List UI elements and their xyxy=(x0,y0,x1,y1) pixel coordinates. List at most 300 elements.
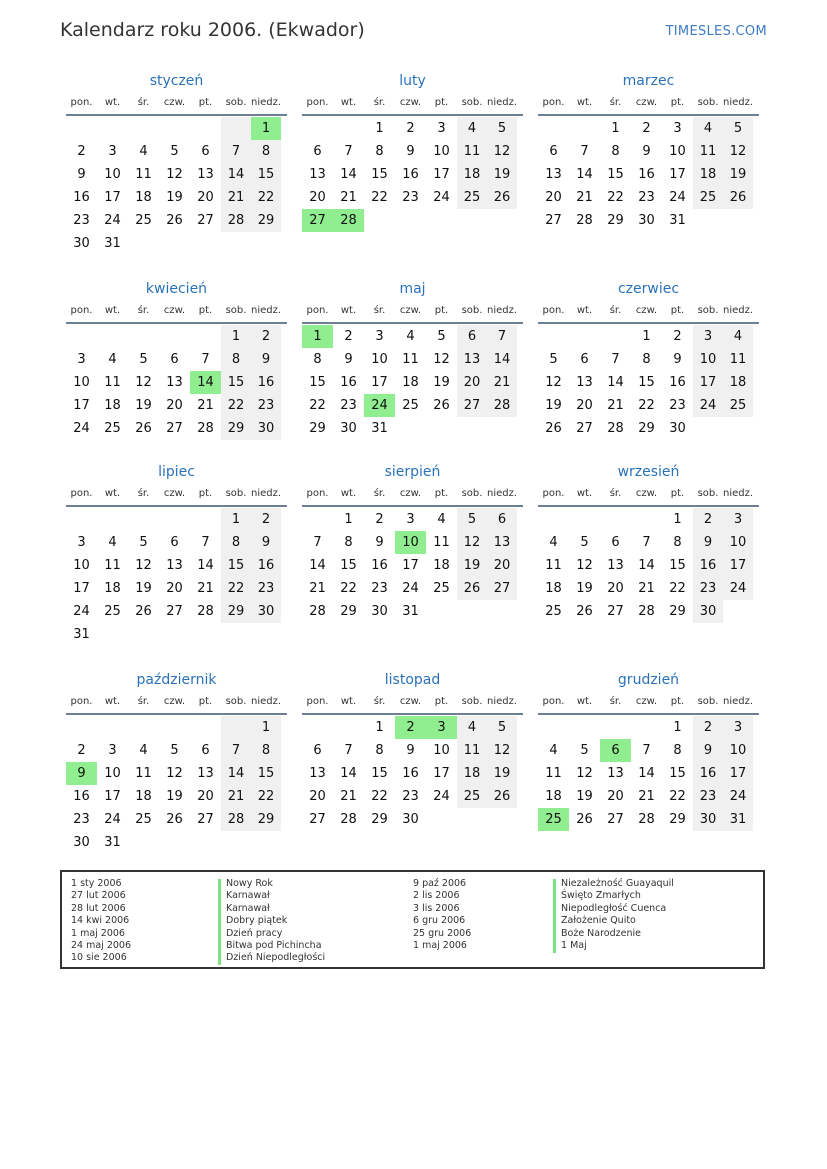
month-1 xyxy=(302,72,523,232)
weekday-label: pt. xyxy=(434,696,449,707)
empty-cell xyxy=(159,623,190,646)
empty-cell xyxy=(538,325,569,348)
site-link[interactable]: TIMESLES.COM xyxy=(665,24,767,39)
day-cell: 11 xyxy=(693,140,723,163)
weekday-header xyxy=(66,303,287,324)
day-cell: 1 xyxy=(642,329,651,344)
day-cell: 13 xyxy=(309,766,326,781)
empty-cell xyxy=(221,232,251,255)
weekday-label: wt. xyxy=(104,97,121,108)
empty-cell xyxy=(600,508,631,531)
weekday-label: wt. xyxy=(340,305,357,316)
month-7 xyxy=(302,463,523,623)
month-3 xyxy=(66,280,287,440)
day-cell: 19 xyxy=(135,398,152,413)
day-cell: 9 xyxy=(693,531,723,554)
day-cell: 14 xyxy=(221,762,251,785)
day-cell: 30 xyxy=(669,421,686,436)
day-cell: 22 xyxy=(251,785,281,808)
day-cell: 16 xyxy=(73,190,90,205)
weekday-label: niedz. xyxy=(251,305,282,316)
empty-cell xyxy=(97,623,128,646)
day-cell: 15 xyxy=(371,167,388,182)
day-cell: 29 xyxy=(638,421,655,436)
day-cell: 8 xyxy=(221,348,251,371)
day-cell: 16 xyxy=(402,766,419,781)
day-cell: 12 xyxy=(135,558,152,573)
day-cell: 6 xyxy=(170,535,179,550)
day-cell: 20 xyxy=(576,398,593,413)
day-cell: 9 xyxy=(406,743,415,758)
day-cell: 12 xyxy=(487,140,517,163)
day-cell: 2 xyxy=(673,329,682,344)
day-cell: 8 xyxy=(673,743,682,758)
empty-cell xyxy=(97,716,128,739)
day-cell: 1 xyxy=(375,720,384,735)
weekday-header xyxy=(302,694,523,715)
day-cell: 30 xyxy=(693,808,723,831)
weekday-label: czw. xyxy=(163,97,186,108)
day-cell: 26 xyxy=(723,186,753,209)
day-cell: 17 xyxy=(669,167,686,182)
day-cell: 1 xyxy=(375,121,384,136)
day-cell: 17 xyxy=(693,371,723,394)
day-cell: 6 xyxy=(600,739,631,762)
day-cell: 24 xyxy=(693,394,723,417)
day-cell: 22 xyxy=(251,186,281,209)
day-cell: 25 xyxy=(693,186,723,209)
legend-entry: Dobry piątek xyxy=(226,915,288,927)
day-cell: 3 xyxy=(723,716,753,739)
weekday-label: śr. xyxy=(373,488,386,499)
day-cell: 23 xyxy=(251,394,281,417)
day-cell: 4 xyxy=(693,117,723,140)
day-cell: 24 xyxy=(723,577,753,600)
day-cell: 26 xyxy=(487,186,517,209)
day-cell: 23 xyxy=(402,190,419,205)
weekday-label: niedz. xyxy=(487,696,518,707)
day-cell: 4 xyxy=(139,144,148,159)
day-cell: 30 xyxy=(402,812,419,827)
day-cell: 14 xyxy=(576,167,593,182)
day-cell: 8 xyxy=(251,140,281,163)
weekday-label: wt. xyxy=(576,488,593,499)
day-cell: 8 xyxy=(344,535,353,550)
day-cell: 6 xyxy=(580,352,589,367)
empty-cell xyxy=(190,508,221,531)
weekday-label: pon. xyxy=(542,305,565,316)
day-cell: 31 xyxy=(402,604,419,619)
day-cell: 9 xyxy=(344,352,353,367)
day-cell: 21 xyxy=(197,581,214,596)
day-cell: 9 xyxy=(375,535,384,550)
day-cell: 26 xyxy=(576,604,593,619)
day-cell: 7 xyxy=(487,325,517,348)
weekday-label: czw. xyxy=(163,488,186,499)
day-cell: 13 xyxy=(309,167,326,182)
day-cell: 7 xyxy=(201,535,210,550)
legend-entry: 1 sty 2006 xyxy=(71,878,122,889)
weekday-label: pon. xyxy=(542,696,565,707)
day-cell: 3 xyxy=(437,121,446,136)
weekday-label: pon. xyxy=(306,696,329,707)
day-cell: 27 xyxy=(545,213,562,228)
day-cell: 27 xyxy=(302,209,333,232)
day-grid xyxy=(302,117,523,232)
day-cell: 17 xyxy=(73,581,90,596)
weekday-header xyxy=(302,486,523,507)
day-cell: 16 xyxy=(73,789,90,804)
day-cell: 2 xyxy=(344,329,353,344)
empty-cell xyxy=(457,808,487,831)
day-grid xyxy=(538,117,759,232)
day-cell: 20 xyxy=(607,581,624,596)
day-cell: 10 xyxy=(104,167,121,182)
weekday-label: sob. xyxy=(225,488,247,499)
weekday-label: pt. xyxy=(434,97,449,108)
day-cell: 21 xyxy=(487,371,517,394)
weekday-label: czw. xyxy=(163,305,186,316)
day-cell: 19 xyxy=(166,789,183,804)
day-cell: 29 xyxy=(251,808,281,831)
day-cell: 28 xyxy=(638,604,655,619)
weekday-label: wt. xyxy=(340,97,357,108)
legend-entry: Założenie Quito xyxy=(561,915,636,927)
day-cell: 7 xyxy=(344,144,353,159)
empty-cell xyxy=(395,417,426,440)
day-cell: 18 xyxy=(104,398,121,413)
weekday-label: pt. xyxy=(670,696,685,707)
day-cell: 4 xyxy=(139,743,148,758)
day-cell: 13 xyxy=(197,167,214,182)
day-cell: 23 xyxy=(638,190,655,205)
legend-entry: 14 kwi 2006 xyxy=(71,915,130,927)
empty-cell xyxy=(251,232,281,255)
day-cell: 3 xyxy=(693,325,723,348)
day-cell: 7 xyxy=(344,743,353,758)
weekday-label: czw. xyxy=(399,696,422,707)
day-cell: 13 xyxy=(166,375,183,390)
empty-cell xyxy=(190,117,221,140)
month-8 xyxy=(538,463,759,623)
weekday-label: pt. xyxy=(198,305,213,316)
day-cell: 7 xyxy=(642,743,651,758)
day-cell: 19 xyxy=(576,789,593,804)
weekday-header xyxy=(302,95,523,116)
legend-entry: 27 lut 2006 xyxy=(71,890,126,902)
day-cell: 20 xyxy=(607,789,624,804)
day-cell: 26 xyxy=(576,812,593,827)
day-cell: 20 xyxy=(197,190,214,205)
weekday-label: czw. xyxy=(635,696,658,707)
day-cell: 1 xyxy=(221,325,251,348)
holiday-legend xyxy=(60,870,765,969)
empty-cell xyxy=(364,209,395,232)
day-cell: 18 xyxy=(135,190,152,205)
empty-cell xyxy=(426,417,457,440)
weekday-label: sob. xyxy=(461,97,483,108)
day-cell: 22 xyxy=(371,789,388,804)
empty-cell xyxy=(426,808,457,831)
day-cell: 25 xyxy=(135,812,152,827)
month-name: marzec xyxy=(622,73,675,89)
day-cell: 26 xyxy=(433,398,450,413)
legend-entry: Święto Zmarłych xyxy=(561,890,641,902)
empty-cell xyxy=(457,417,487,440)
day-cell: 29 xyxy=(221,417,251,440)
empty-cell xyxy=(128,325,159,348)
day-cell: 8 xyxy=(251,739,281,762)
legend-entry: 9 paź 2006 xyxy=(413,878,467,889)
day-cell: 19 xyxy=(723,163,753,186)
legend-right-dates xyxy=(413,878,471,952)
day-cell: 24 xyxy=(723,785,753,808)
day-cell: 2 xyxy=(251,508,281,531)
weekday-label: pt. xyxy=(670,97,685,108)
day-cell: 10 xyxy=(73,375,90,390)
day-cell: 22 xyxy=(607,190,624,205)
day-cell: 6 xyxy=(611,535,620,550)
day-cell: 24 xyxy=(73,604,90,619)
weekday-label: niedz. xyxy=(723,97,754,108)
weekday-label: pt. xyxy=(198,97,213,108)
weekday-label: pon. xyxy=(70,696,93,707)
day-cell: 3 xyxy=(426,716,457,739)
day-cell: 17 xyxy=(723,762,753,785)
day-cell: 19 xyxy=(433,375,450,390)
day-cell: 16 xyxy=(693,762,723,785)
day-cell: 15 xyxy=(371,766,388,781)
day-cell: 7 xyxy=(580,144,589,159)
day-cell: 29 xyxy=(669,604,686,619)
weekday-label: niedz. xyxy=(251,97,282,108)
day-cell: 5 xyxy=(580,743,589,758)
day-cell: 11 xyxy=(457,140,487,163)
month-name: czerwiec xyxy=(617,281,680,297)
empty-cell xyxy=(333,117,364,140)
day-cell: 12 xyxy=(576,766,593,781)
empty-cell xyxy=(221,831,251,854)
day-cell: 31 xyxy=(104,835,121,850)
empty-cell xyxy=(66,117,97,140)
empty-cell xyxy=(159,232,190,255)
day-cell: 19 xyxy=(545,398,562,413)
day-cell: 5 xyxy=(487,117,517,140)
day-cell: 25 xyxy=(433,581,450,596)
weekday-label: sob. xyxy=(461,696,483,707)
month-name: luty xyxy=(399,73,426,89)
day-cell: 9 xyxy=(251,531,281,554)
empty-cell xyxy=(631,508,662,531)
weekday-label: czw. xyxy=(163,696,186,707)
day-cell: 27 xyxy=(487,577,517,600)
day-cell: 22 xyxy=(309,398,326,413)
month-name: lipiec xyxy=(158,464,195,480)
day-cell: 26 xyxy=(166,812,183,827)
day-cell: 6 xyxy=(201,144,210,159)
weekday-label: sob. xyxy=(225,97,247,108)
day-cell: 22 xyxy=(221,577,251,600)
day-cell: 30 xyxy=(251,417,281,440)
day-cell: 24 xyxy=(433,789,450,804)
weekday-header xyxy=(538,95,759,116)
day-cell: 31 xyxy=(669,213,686,228)
day-cell: 5 xyxy=(139,352,148,367)
day-cell: 9 xyxy=(693,739,723,762)
day-cell: 11 xyxy=(135,766,152,781)
day-cell: 9 xyxy=(406,144,415,159)
day-cell: 21 xyxy=(221,186,251,209)
day-cell: 26 xyxy=(135,421,152,436)
day-cell: 7 xyxy=(642,535,651,550)
day-grid xyxy=(302,325,523,440)
day-cell: 22 xyxy=(340,581,357,596)
day-cell: 16 xyxy=(340,375,357,390)
day-cell: 7 xyxy=(221,739,251,762)
weekday-label: sob. xyxy=(697,696,719,707)
day-cell: 4 xyxy=(406,329,415,344)
day-cell: 30 xyxy=(693,600,723,623)
day-cell: 1 xyxy=(302,325,333,348)
day-cell: 26 xyxy=(166,213,183,228)
legend-entry: 1 maj 2006 xyxy=(71,927,125,939)
empty-cell xyxy=(190,325,221,348)
weekday-label: niedz. xyxy=(487,488,518,499)
day-cell: 17 xyxy=(433,766,450,781)
empty-cell xyxy=(487,209,517,232)
day-cell: 22 xyxy=(221,394,251,417)
weekday-header xyxy=(538,486,759,507)
weekday-label: wt. xyxy=(340,696,357,707)
day-cell: 10 xyxy=(73,558,90,573)
weekday-label: śr. xyxy=(373,305,386,316)
day-cell: 8 xyxy=(313,352,322,367)
day-cell: 24 xyxy=(433,190,450,205)
day-cell: 18 xyxy=(135,789,152,804)
weekday-label: pon. xyxy=(306,97,329,108)
weekday-label: śr. xyxy=(137,97,150,108)
legend-entry: 3 lis 2006 xyxy=(413,902,460,914)
day-cell: 14 xyxy=(638,558,655,573)
day-cell: 27 xyxy=(166,604,183,619)
day-cell: 19 xyxy=(166,190,183,205)
day-cell: 22 xyxy=(638,398,655,413)
legend-entry: 1 maj 2006 xyxy=(413,940,467,952)
day-cell: 14 xyxy=(340,766,357,781)
day-cell: 28 xyxy=(487,394,517,417)
day-cell: 15 xyxy=(669,766,686,781)
day-cell: 27 xyxy=(576,421,593,436)
weekday-label: pt. xyxy=(434,488,449,499)
day-cell: 30 xyxy=(251,600,281,623)
legend-entry: Dzień Niepodległości xyxy=(226,952,326,964)
empty-cell xyxy=(426,600,457,623)
empty-cell xyxy=(190,716,221,739)
day-cell: 10 xyxy=(433,144,450,159)
day-cell: 23 xyxy=(371,581,388,596)
weekday-label: pt. xyxy=(434,305,449,316)
empty-cell xyxy=(66,325,97,348)
empty-cell xyxy=(190,623,221,646)
day-cell: 8 xyxy=(375,743,384,758)
day-cell: 27 xyxy=(197,213,214,228)
day-cell: 8 xyxy=(375,144,384,159)
month-name: sierpień xyxy=(384,464,441,480)
day-cell: 14 xyxy=(221,163,251,186)
month-name: wrzesień xyxy=(617,464,680,480)
legend-entry: 2 lis 2006 xyxy=(413,890,460,902)
day-cell: 13 xyxy=(607,766,624,781)
weekday-label: czw. xyxy=(399,488,422,499)
day-cell: 11 xyxy=(402,352,419,367)
day-cell: 10 xyxy=(693,348,723,371)
day-cell: 4 xyxy=(108,352,117,367)
day-cell: 2 xyxy=(375,512,384,527)
day-cell: 4 xyxy=(549,535,558,550)
legend-entry: Dzień pracy xyxy=(226,927,283,939)
empty-cell xyxy=(128,117,159,140)
day-cell: 30 xyxy=(340,421,357,436)
day-cell: 31 xyxy=(371,421,388,436)
day-cell: 9 xyxy=(673,352,682,367)
day-grid xyxy=(302,716,523,831)
day-cell: 5 xyxy=(170,743,179,758)
day-cell: 20 xyxy=(457,371,487,394)
day-cell: 29 xyxy=(669,812,686,827)
day-cell: 28 xyxy=(197,604,214,619)
legend-entry: Niepodległość Cuenca xyxy=(561,902,667,914)
legend-entry: 28 lut 2006 xyxy=(71,902,126,914)
day-cell: 17 xyxy=(104,190,121,205)
day-cell: 21 xyxy=(576,190,593,205)
weekday-label: niedz. xyxy=(487,305,518,316)
legend-marker xyxy=(218,879,221,965)
empty-cell xyxy=(487,600,517,623)
day-cell: 5 xyxy=(437,329,446,344)
day-cell: 28 xyxy=(309,604,326,619)
day-cell: 10 xyxy=(433,743,450,758)
empty-cell xyxy=(159,716,190,739)
empty-cell xyxy=(569,716,600,739)
day-cell: 13 xyxy=(166,558,183,573)
empty-cell xyxy=(569,117,600,140)
day-grid xyxy=(66,325,287,440)
weekday-header xyxy=(66,95,287,116)
day-cell: 13 xyxy=(457,348,487,371)
day-cell: 4 xyxy=(457,117,487,140)
weekday-label: wt. xyxy=(340,488,357,499)
empty-cell xyxy=(159,831,190,854)
day-cell: 15 xyxy=(638,375,655,390)
day-cell: 20 xyxy=(309,789,326,804)
month-name: maj xyxy=(399,281,426,297)
day-cell: 23 xyxy=(73,812,90,827)
day-grid xyxy=(66,117,287,255)
day-cell: 9 xyxy=(66,762,97,785)
day-cell: 19 xyxy=(487,163,517,186)
day-cell: 8 xyxy=(642,352,651,367)
day-cell: 12 xyxy=(166,766,183,781)
day-cell: 13 xyxy=(487,531,517,554)
day-cell: 21 xyxy=(638,789,655,804)
day-cell: 14 xyxy=(487,348,517,371)
day-cell: 2 xyxy=(642,121,651,136)
day-grid xyxy=(538,508,759,623)
day-cell: 8 xyxy=(611,144,620,159)
month-name: grudzień xyxy=(617,672,680,688)
day-grid xyxy=(538,716,759,831)
weekday-label: sob. xyxy=(461,305,483,316)
